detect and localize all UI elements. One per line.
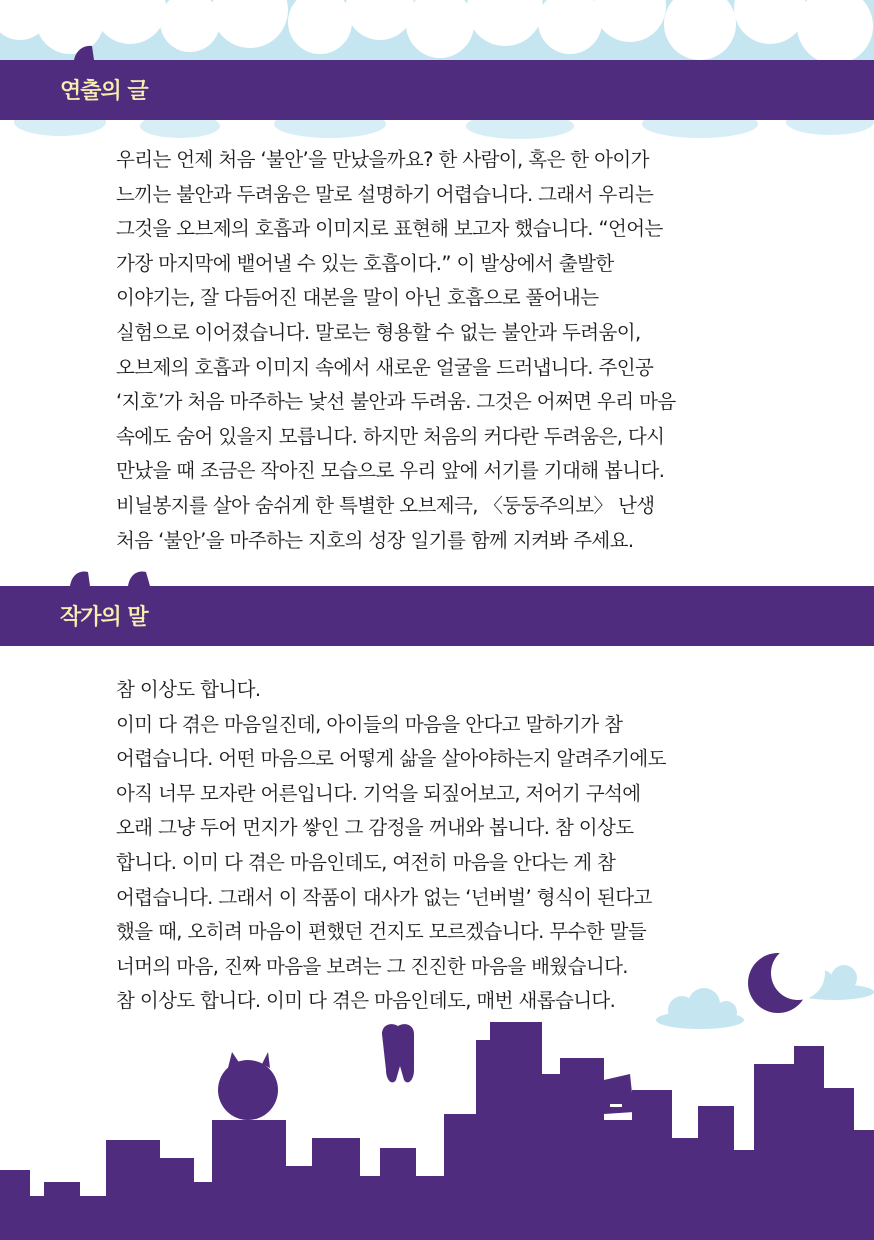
text-line: 속에도 숨어 있을지 모릅니다. 하지만 처음의 커다란 두려움은, 다시 xyxy=(116,424,665,448)
text-line: 비닐봉지를 살아 숨쉬게 한 특별한 오브제극, 〈둥둥주의보〉 난생 xyxy=(116,493,655,517)
text-line: 너머의 마음, 진짜 마음을 보려는 그 진진한 마음을 배웠습니다. xyxy=(116,954,628,978)
text-line: 가장 마지막에 뱉어낼 수 있는 호흡이다.” 이 발상에서 출발한 xyxy=(116,251,614,275)
round-creature-icon xyxy=(218,1052,278,1120)
text-line: 합니다. 이미 다 겪은 마음인데도, 여전히 마음을 안다는 게 참 xyxy=(116,850,616,874)
section-header-band xyxy=(0,60,874,120)
text-line: 오브제의 호흡과 이미지 속에서 새로운 얼굴을 드러냅니다. 주인공 xyxy=(116,355,654,379)
text-line: 이미 다 겪은 마음일진데, 아이들의 마음을 안다고 말하기가 참 xyxy=(116,712,623,736)
text-line: 실험으로 이어졌습니다. 말로는 형용할 수 없는 불안과 두려움이, xyxy=(116,320,641,344)
text-line: 처음 ‘불안’을 마주하는 지호의 성장 일기를 함께 지켜봐 주세요. xyxy=(116,528,634,552)
text-line: 우리는 언제 처음 ‘불안’을 만났을까요? 한 사람이, 혹은 한 아이가 xyxy=(116,148,649,171)
text-line: 어렵습니다. 어떤 마음으로 어떻게 삶을 살아야하는지 알려주기에도 xyxy=(116,747,666,771)
text-line: 그것을 오브제의 호흡과 이미지로 표현해 보고자 했습니다. “언어는 xyxy=(116,217,663,241)
directors-note-body xyxy=(116,143,806,558)
text-line: ‘지호’가 처음 마주하는 낯선 불안과 두려움. 그것은 어쩌면 우리 마음 xyxy=(116,390,676,414)
text-line: 어렵습니다. 그래서 이 작품이 대사가 없는 ‘넌버벌’ 형식이 된다고 xyxy=(116,885,652,909)
text-line: 만났을 때 조금은 작아진 모습으로 우리 앞에 서기를 기대해 봅니다. xyxy=(116,459,665,483)
cloud-icon xyxy=(794,965,874,1000)
text-line: 이야기는, 잘 다듬어진 대본을 말이 아닌 호흡으로 풀어내는 xyxy=(116,286,599,310)
section-title-writers-note: 작가의 말 xyxy=(60,605,148,630)
square-creature-icon xyxy=(604,1074,634,1114)
text-line: 오래 그냥 두어 먼지가 쌓인 그 감정을 꺼내와 봅니다. 참 이상도 xyxy=(116,816,634,840)
text-line: 느끼는 불안과 두려움은 말로 설명하기 어렵습니다. 그래서 우리는 xyxy=(116,182,654,206)
text-line: 참 이상도 합니다. 이미 다 겪은 마음인데도, 매번 새롭습니다. xyxy=(116,989,616,1013)
text-line: 아직 너무 모자란 어른입니다. 기억을 되짚어보고, 저어기 구석에 xyxy=(116,781,641,805)
writers-note-body xyxy=(116,673,806,1019)
text-line: 참 이상도 합니다. xyxy=(116,678,261,701)
section-title-directors-note: 연출의 글 xyxy=(60,79,148,104)
text-line: 했을 때, 오히려 마음이 편했던 건지도 모르겠습니다. 무수한 말들 xyxy=(116,920,647,944)
tooth-creature-icon xyxy=(382,1024,414,1082)
section-header-band xyxy=(0,586,874,646)
